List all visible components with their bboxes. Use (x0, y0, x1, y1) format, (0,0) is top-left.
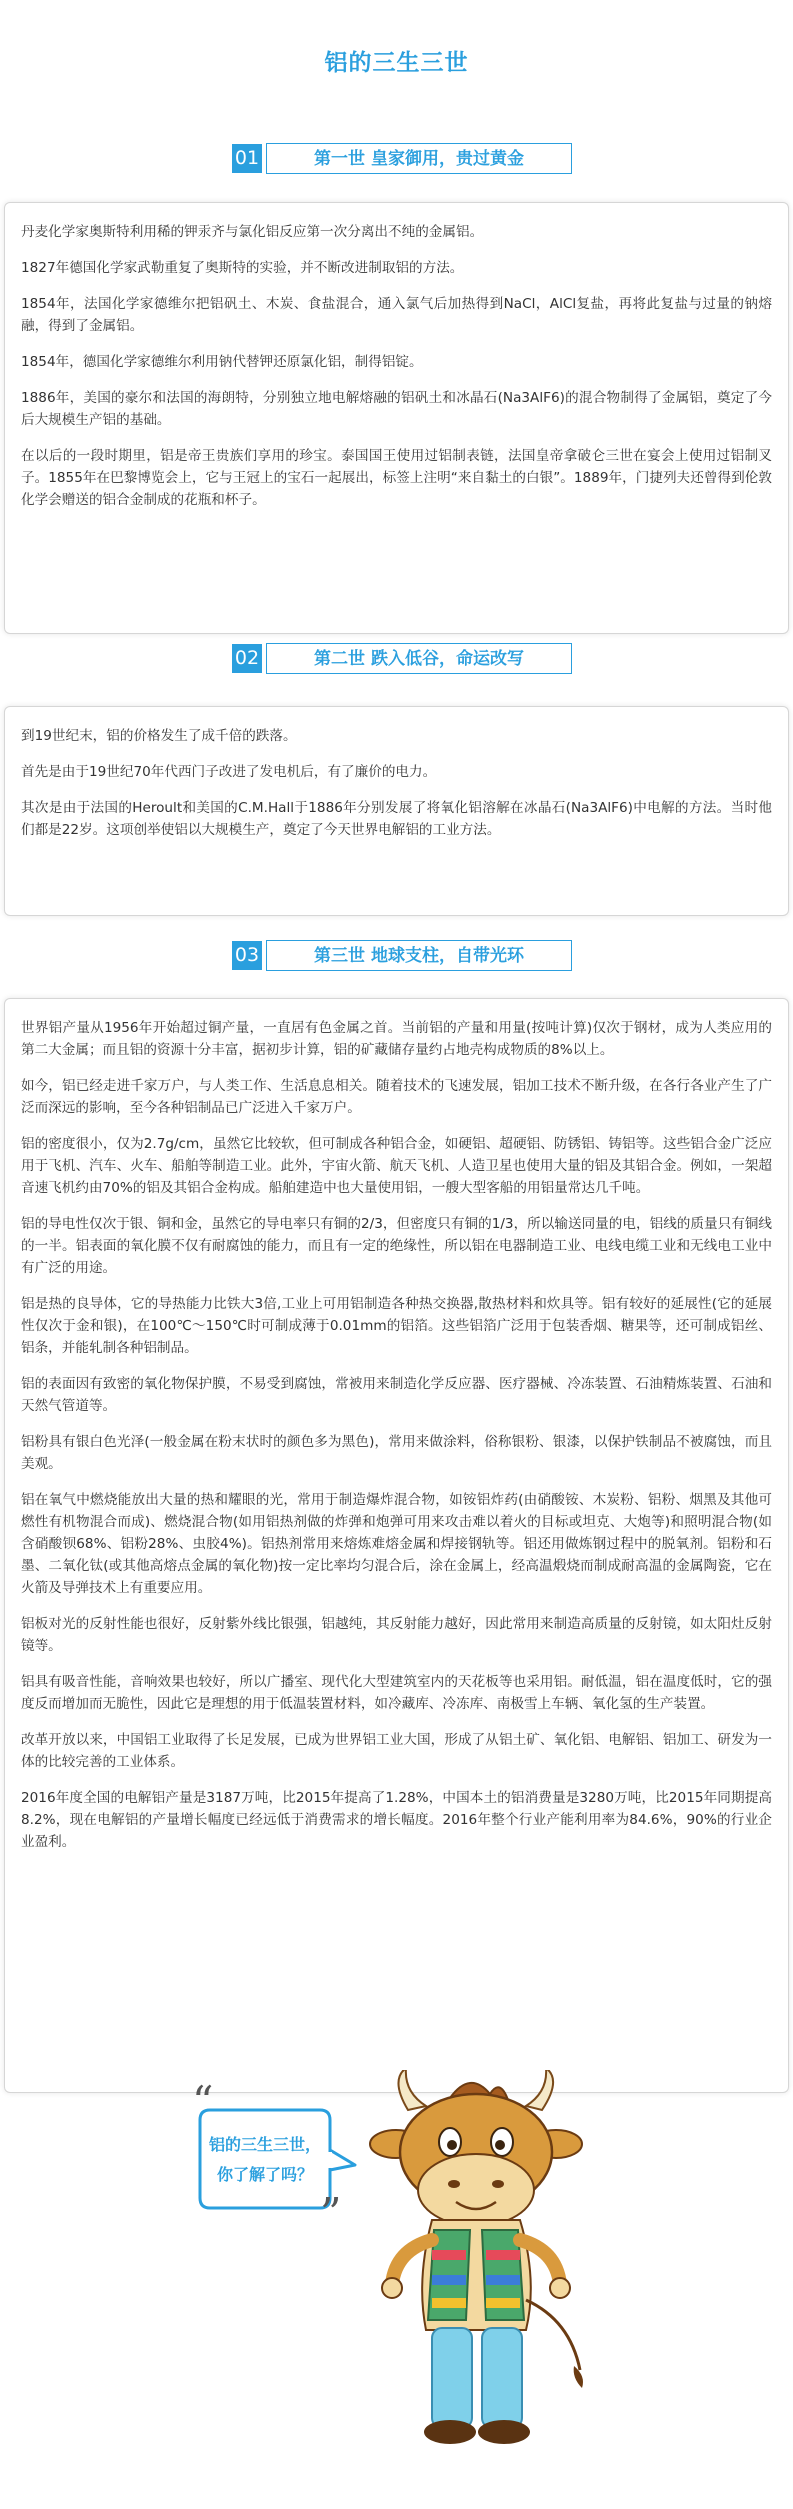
paragraph: 铝板对光的反射性能也很好，反射紫外线比银强，铝越纯，其反射能力越好，因此常用来制造高质量的反射镜，如太阳灶反射镜等。 (21, 1616, 772, 1654)
paragraph: 铝是热的良导体，它的导热能力比铁大3倍,工业上可用铝制造各种热交换器,散热材料和炊具等。铝有较好的延展性(它的延展性仅次于金和银)，在100℃～150℃时可制成薄于0.01mm的铝箔。这些铝箔广泛用于包装香烟、糖果等，还可制成铝丝、铝条，并能轧制各种铝制品。 (21, 1296, 772, 1356)
paragraph: 铝的密度很小，仅为2.7g/cm，虽然它比较软，但可制成各种铝合金，如硬铝、超硬铝、防锈铝、铸铝等。这些铝合金广泛应用于飞机、汽车、火车、船舶等制造工业。此外，宇宙火箭、航天飞机、人造卫星也使用大量的铝及其铝合金。例如，一架超音速飞机约由70%的铝及其铝合金构成。船舶建造中也大量使用铝，一艘大型客船的用铝量常达几千吨。 (21, 1136, 772, 1196)
speech-bubble (192, 2077, 355, 2238)
section-title: 第二世 跌入低谷，命运改写 (266, 643, 572, 674)
section-1-content (4, 202, 789, 634)
paragraph: 其次是由于法国的Heroult和美国的C.M.Hall于1886年分别发展了将氧化铝溶解在冰晶石(Na3AlF6)中电解的方法。当时他们都是22岁。这项创举使铝以大规模生产，奠定了今天世界电解铝的工业方法。 (21, 800, 772, 838)
page-title: 铝的三生三世 (324, 50, 469, 76)
paragraph: 2016年度全国的电解铝产量是3187万吨，比2015年提高了1.28%，中国本土的铝消费量是3280万吨，比2015年同期提高8.2%，现在电解铝的产量增长幅度已经远低于消费需求的增长幅度。2016年整个行业产能利用率为84.6%，90%的行业企业盈利。 (21, 1790, 772, 1850)
bull-mascot-icon (170, 2070, 630, 2500)
paragraph: 1886年，美国的豪尔和法国的海朗特，分别独立地电解熔融的铝矾土和冰晶石(Na3AlF6)的混合物制得了金属铝，奠定了今后大规模生产铝的基础。 (21, 390, 772, 428)
section-3-content (4, 998, 789, 2093)
paragraph: 1854年，德国化学家德维尔利用钠代替钾还原氯化铝，制得铝锭。 (21, 354, 423, 370)
paragraph: 如今，铝已经走进千家万户，与人类工作、生活息息相关。随着技术的飞速发展，铝加工技术不断升级，在各行各业产生了广泛而深远的影响，至今各种铝制品已广泛进入千家万户。 (21, 1078, 772, 1116)
svg-text:“: “ (192, 2077, 214, 2126)
paragraph: 铝的表面因有致密的氧化物保护膜，不易受到腐蚀，常被用来制造化学反应器、医疗器械、冷冻装置、石油精炼装置、石油和天然气管道等。 (21, 1376, 772, 1414)
paragraph: 在以后的一段时期里，铝是帝王贵族们享用的珍宝。泰国国王使用过铝制表链，法国皇帝拿破仑三世在宴会上使用过铝制叉子。1855年在巴黎博览会上，它与王冠上的宝石一起展出，标签上注明“来自黏土的白银”。1889年，门捷列夫还曾得到伦敦化学会赠送的铝合金制成的花瓶和杯子。 (21, 448, 772, 508)
paragraph: 1827年德国化学家武勒重复了奥斯特的实验，并不断改进制取铝的方法。 (21, 260, 464, 276)
paragraph: 铝的导电性仅次于银、铜和金，虽然它的导电率只有铜的2/3，但密度只有铜的1/3，所以输送同量的电，铝线的质量只有铜线的一半。铝表面的氧化膜不仅有耐腐蚀的能力，而且有一定的绝缘性，所以铝在电器制造工业、电线电缆工业和无线电工业中有广泛的用途。 (21, 1216, 772, 1276)
paragraph: 铝在氧气中燃烧能放出大量的热和耀眼的光，常用于制造爆炸混合物，如铵铝炸药(由硝酸铵、木炭粉、铝粉、烟黑及其他可燃性有机物混合而成)、燃烧混合物(如用铝热剂做的炸弹和炮弹可用来攻击难以着火的目标或坦克、大炮等)和照明混合物(如含硝酸钡68%、铝粉28%、虫胶4%)。铝热剂常用来熔炼难熔金属和焊接钢轨等。铝还用做炼钢过程中的脱氧剂。铝粉和石墨、二氧化钛(或其他高熔点金属的氧化物)按一定比率均匀混合后，涂在金属上，经高温煅烧而制成耐高温的金属陶瓷，它在火箭及导弹技术上有重要应用。 (21, 1492, 772, 1596)
section-number: 01 (232, 144, 262, 173)
paragraph: 改革开放以来，中国铝工业取得了长足发展，已成为世界铝工业大国，形成了从铝土矿、氧化铝、电解铝、铝加工、研发为一体的比较完善的工业体系。 (21, 1732, 772, 1770)
paragraph: 首先是由于19世纪70年代西门子改进了发电机后，有了廉价的电力。 (21, 764, 437, 780)
section-number: 02 (232, 644, 262, 673)
svg-text:”: ” (320, 2189, 342, 2238)
section-title: 第一世 皇家御用，贵过黄金 (266, 143, 572, 174)
bull-figure (370, 2070, 583, 2444)
paragraph: 1854年，法国化学家德维尔把铝矾土、木炭、食盐混合，通入氯气后加热得到NaCl，AlCl复盐，再将此复盐与过量的钠熔融，得到了金属铝。 (21, 296, 772, 334)
speech-line-1: 铝的三生三世， (208, 2137, 322, 2154)
paragraph: 铝具有吸音性能，音响效果也较好，所以广播室、现代化大型建筑室内的天花板等也采用铝。耐低温，铝在温度低时，它的强度反而增加而无脆性，因此它是理想的用于低温装置材料，如冷藏库、冷冻库、南极雪上车辆、氧化氢的生产装置。 (21, 1674, 772, 1712)
section-3-heading (0, 934, 793, 974)
section-2-heading (0, 637, 793, 677)
paragraph: 铝粉具有银白色光泽(一般金属在粉末状时的颜色多为黑色)，常用来做涂料，俗称银粉、银漆，以保护铁制品不被腐蚀，而且美观。 (21, 1434, 772, 1472)
paragraph: 世界铝产量从1956年开始超过铜产量，一直居有色金属之首。当前铝的产量和用量(按吨计算)仅次于钢材，成为人类应用的第二大金属；而且铝的资源十分丰富，据初步计算，铝的矿藏储存量约占地壳构成物质的8%以上。 (21, 1020, 772, 1058)
paragraph: 到19世纪末，铝的价格发生了成千倍的跌落。 (21, 728, 297, 744)
speech-line-2: 你了解了吗？ (216, 2167, 314, 2184)
mascot-illustration (170, 2070, 630, 2500)
section-title: 第三世 地球支柱，自带光环 (266, 940, 572, 971)
section-2-content (4, 706, 789, 916)
section-1-heading (0, 137, 793, 177)
paragraph: 丹麦化学家奥斯特利用稀的钾汞齐与氯化铝反应第一次分离出不纯的金属铝。 (21, 224, 484, 240)
section-number: 03 (232, 941, 262, 970)
